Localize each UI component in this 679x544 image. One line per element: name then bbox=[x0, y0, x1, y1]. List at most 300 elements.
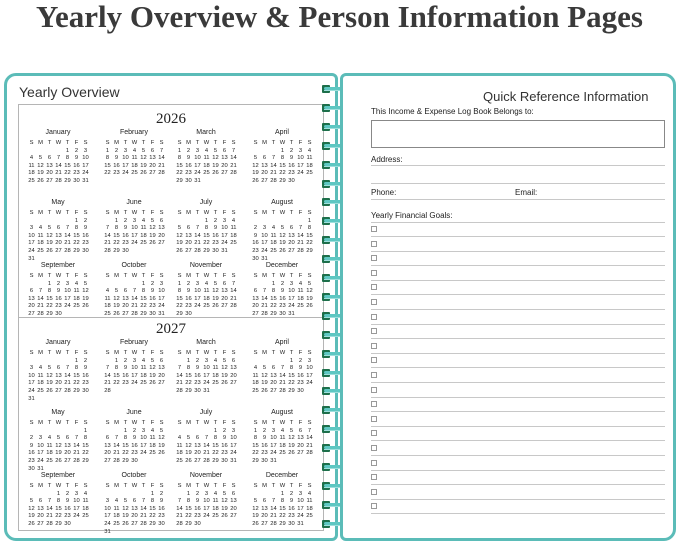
day-number: 16 bbox=[194, 505, 201, 512]
day-number: 14 bbox=[64, 372, 71, 379]
goal-row[interactable] bbox=[371, 340, 665, 354]
day-number: 25 bbox=[279, 450, 286, 457]
day-number: 10 bbox=[261, 232, 268, 239]
goal-checkbox[interactable] bbox=[371, 343, 377, 349]
day-number: 12 bbox=[176, 232, 183, 239]
day-number: 15 bbox=[288, 372, 295, 379]
day-number: 3 bbox=[105, 498, 110, 505]
day-number: 14 bbox=[194, 232, 201, 239]
day-number: 9 bbox=[289, 498, 294, 505]
goal-checkbox[interactable] bbox=[371, 372, 377, 378]
day-number: 24 bbox=[140, 450, 147, 457]
day-number: 13 bbox=[297, 435, 304, 442]
goal-row[interactable] bbox=[371, 267, 665, 281]
day-number: 20 bbox=[149, 162, 156, 169]
day-number: 6 bbox=[222, 147, 227, 154]
day-number: 6 bbox=[56, 365, 61, 372]
day-number: 24 bbox=[270, 450, 277, 457]
day-number: 29 bbox=[64, 177, 71, 184]
goal-checkbox[interactable] bbox=[371, 284, 377, 290]
day-number: 20 bbox=[297, 442, 304, 449]
page-headline: Yearly Overview & Person Information Pages bbox=[36, 0, 643, 34]
weekday-header: S bbox=[29, 210, 34, 216]
day-number: 17 bbox=[261, 240, 268, 247]
weekday-header: T bbox=[195, 350, 200, 356]
day-number: 13 bbox=[55, 372, 62, 379]
day-number: 7 bbox=[105, 225, 110, 232]
year-calendar-2026 bbox=[19, 108, 323, 318]
address-line-1[interactable] bbox=[371, 165, 665, 166]
day-number: 13 bbox=[252, 295, 259, 302]
weekday-header: F bbox=[74, 210, 79, 216]
day-number: 18 bbox=[149, 442, 156, 449]
day-number: 21 bbox=[73, 450, 80, 457]
weekday-header: F bbox=[298, 140, 303, 146]
goal-checkbox[interactable] bbox=[371, 474, 377, 480]
weekday-header: W bbox=[279, 420, 286, 426]
weekday-header: T bbox=[65, 210, 70, 216]
weekday-header: S bbox=[83, 420, 88, 426]
day-number: 15 bbox=[113, 372, 120, 379]
month-name: April bbox=[274, 129, 289, 136]
day-number: 6 bbox=[253, 288, 258, 295]
day-number: 26 bbox=[140, 170, 147, 177]
day-number: 23 bbox=[131, 450, 138, 457]
weekday-header: S bbox=[231, 210, 236, 216]
day-number: 3 bbox=[132, 217, 137, 224]
empty-day bbox=[103, 281, 112, 289]
goal-checkbox[interactable] bbox=[371, 314, 377, 320]
day-number: 5 bbox=[262, 365, 267, 372]
empty-day bbox=[54, 148, 63, 156]
day-number: 19 bbox=[306, 295, 313, 302]
weekday-header: M bbox=[114, 350, 119, 356]
day-number: 15 bbox=[185, 505, 192, 512]
day-number: 21 bbox=[64, 380, 71, 387]
day-number: 6 bbox=[298, 427, 303, 434]
weekday-header: F bbox=[222, 273, 227, 279]
day-number: 15 bbox=[73, 232, 80, 239]
month-day-grid bbox=[103, 420, 166, 466]
weekday-header: S bbox=[253, 140, 258, 146]
day-number: 23 bbox=[113, 170, 120, 177]
day-number: 2 bbox=[150, 280, 155, 287]
day-number: 24 bbox=[122, 170, 129, 177]
weekday-header: S bbox=[177, 273, 182, 279]
day-number: 13 bbox=[261, 162, 268, 169]
empty-day bbox=[27, 281, 36, 289]
day-number: 21 bbox=[37, 303, 44, 310]
weekday-header: T bbox=[213, 210, 218, 216]
weekday-header: T bbox=[289, 210, 294, 216]
weekday-header: M bbox=[186, 420, 191, 426]
goal-row[interactable] bbox=[371, 223, 665, 237]
weekday-header: W bbox=[203, 140, 210, 146]
goal-checkbox[interactable] bbox=[371, 401, 377, 407]
month-name: January bbox=[45, 129, 71, 136]
day-number: 23 bbox=[297, 380, 304, 387]
day-number: 23 bbox=[288, 513, 295, 520]
day-number: 18 bbox=[203, 162, 210, 169]
goal-checkbox[interactable] bbox=[371, 270, 377, 276]
weekday-header: T bbox=[47, 140, 52, 146]
day-number: 26 bbox=[261, 387, 268, 394]
day-number: 27 bbox=[122, 310, 129, 317]
day-number: 12 bbox=[122, 505, 129, 512]
day-number: 2 bbox=[213, 217, 218, 224]
day-number: 26 bbox=[113, 310, 120, 317]
day-number: 2 bbox=[289, 147, 294, 154]
day-number: 30 bbox=[158, 520, 165, 527]
day-number: 5 bbox=[222, 490, 227, 497]
goal-checkbox[interactable] bbox=[371, 255, 377, 261]
day-number: 5 bbox=[47, 225, 52, 232]
goal-row[interactable] bbox=[371, 442, 665, 456]
goal-row[interactable] bbox=[371, 296, 665, 310]
weekday-header: S bbox=[83, 210, 88, 216]
day-number: 3 bbox=[298, 147, 303, 154]
day-number: 7 bbox=[307, 427, 312, 434]
month-day-grid bbox=[175, 210, 238, 256]
weekday-header: T bbox=[123, 483, 128, 489]
day-number: 10 bbox=[158, 288, 165, 295]
day-number: 8 bbox=[307, 225, 312, 232]
weekday-header: M bbox=[262, 210, 267, 216]
day-number: 30 bbox=[279, 310, 286, 317]
day-number: 22 bbox=[203, 240, 210, 247]
weekday-header: F bbox=[150, 483, 155, 489]
day-number: 7 bbox=[280, 365, 285, 372]
empty-day bbox=[63, 428, 72, 436]
day-number: 17 bbox=[131, 372, 138, 379]
day-number: 3 bbox=[271, 427, 276, 434]
day-number: 2 bbox=[132, 427, 137, 434]
day-number: 19 bbox=[185, 450, 192, 457]
day-number: 6 bbox=[186, 225, 191, 232]
day-number: 11 bbox=[140, 365, 147, 372]
month-day-grid bbox=[175, 483, 238, 529]
day-number: 8 bbox=[123, 435, 128, 442]
weekday-header: F bbox=[150, 140, 155, 146]
day-number: 16 bbox=[185, 162, 192, 169]
day-number: 28 bbox=[46, 520, 53, 527]
goal-row[interactable] bbox=[371, 369, 665, 383]
empty-day bbox=[63, 218, 72, 226]
goal-row[interactable] bbox=[371, 238, 665, 252]
goal-row[interactable] bbox=[371, 500, 665, 514]
day-number: 13 bbox=[261, 505, 268, 512]
weekday-header: T bbox=[213, 140, 218, 146]
day-number: 10 bbox=[203, 498, 210, 505]
day-number: 18 bbox=[37, 240, 44, 247]
day-number: 7 bbox=[65, 365, 70, 372]
day-number: 17 bbox=[73, 505, 80, 512]
day-number: 14 bbox=[37, 295, 44, 302]
goal-checkbox[interactable] bbox=[371, 503, 377, 509]
day-number: 12 bbox=[221, 365, 228, 372]
day-number: 30 bbox=[288, 520, 295, 527]
day-number: 19 bbox=[122, 513, 129, 520]
goal-row[interactable] bbox=[371, 311, 665, 325]
weekday-header: T bbox=[65, 420, 70, 426]
day-number: 10 bbox=[131, 365, 138, 372]
day-number: 31 bbox=[203, 387, 210, 394]
goal-checkbox[interactable] bbox=[371, 328, 377, 334]
weekday-header: S bbox=[177, 350, 182, 356]
day-number: 17 bbox=[194, 162, 201, 169]
day-number: 23 bbox=[221, 450, 228, 457]
weekday-header: W bbox=[131, 210, 138, 216]
day-number: 12 bbox=[185, 442, 192, 449]
day-number: 7 bbox=[141, 498, 146, 505]
goal-checkbox[interactable] bbox=[371, 430, 377, 436]
day-number: 10 bbox=[270, 435, 277, 442]
day-number: 16 bbox=[113, 162, 120, 169]
day-number: 24 bbox=[64, 303, 71, 310]
day-number: 12 bbox=[306, 288, 313, 295]
day-number: 2 bbox=[83, 357, 88, 364]
day-number: 5 bbox=[280, 225, 285, 232]
day-number: 26 bbox=[212, 170, 219, 177]
goal-row[interactable] bbox=[371, 384, 665, 398]
year-calendar-2027 bbox=[19, 318, 323, 535]
day-number: 30 bbox=[64, 520, 71, 527]
day-number: 10 bbox=[194, 155, 201, 162]
day-number: 13 bbox=[64, 442, 71, 449]
day-number: 30 bbox=[297, 387, 304, 394]
month-day-grid bbox=[251, 140, 314, 186]
weekday-header: F bbox=[74, 350, 79, 356]
day-number: 9 bbox=[280, 288, 285, 295]
day-number: 13 bbox=[37, 505, 44, 512]
day-number: 8 bbox=[253, 435, 258, 442]
day-number: 15 bbox=[212, 442, 219, 449]
empty-day bbox=[287, 218, 296, 226]
weekday-header: S bbox=[253, 483, 258, 489]
empty-day bbox=[112, 428, 121, 436]
weekday-header: T bbox=[123, 350, 128, 356]
goal-row[interactable] bbox=[371, 252, 665, 266]
day-number: 17 bbox=[37, 450, 44, 457]
day-number: 18 bbox=[140, 372, 147, 379]
day-number: 26 bbox=[37, 177, 44, 184]
day-number: 30 bbox=[55, 310, 62, 317]
month-name: September bbox=[40, 262, 76, 269]
goal-row[interactable] bbox=[371, 457, 665, 471]
day-number: 6 bbox=[231, 357, 236, 364]
day-number: 28 bbox=[158, 170, 165, 177]
day-number: 22 bbox=[185, 380, 192, 387]
goal-checkbox[interactable] bbox=[371, 387, 377, 393]
day-number: 1 bbox=[307, 217, 312, 224]
day-number: 1 bbox=[186, 490, 191, 497]
weekday-header: T bbox=[195, 140, 200, 146]
day-number: 2 bbox=[56, 280, 61, 287]
day-number: 31 bbox=[37, 465, 44, 472]
day-number: 15 bbox=[176, 162, 183, 169]
quick-reference-title: Quick Reference Information bbox=[483, 89, 649, 104]
day-number: 3 bbox=[195, 147, 200, 154]
weekday-header: W bbox=[131, 420, 138, 426]
weekday-header: W bbox=[55, 210, 62, 216]
goal-line bbox=[371, 309, 665, 310]
goal-checkbox[interactable] bbox=[371, 241, 377, 247]
month-name: June bbox=[126, 199, 142, 206]
day-number: 17 bbox=[28, 380, 35, 387]
goal-row[interactable] bbox=[371, 413, 665, 427]
day-number: 24 bbox=[28, 387, 35, 394]
day-number: 18 bbox=[82, 505, 89, 512]
empty-day bbox=[45, 491, 54, 499]
day-number: 16 bbox=[288, 162, 295, 169]
address-line-2[interactable] bbox=[371, 183, 665, 184]
weekday-header: T bbox=[123, 273, 128, 279]
day-number: 22 bbox=[306, 240, 313, 247]
day-number: 10 bbox=[82, 155, 89, 162]
day-number: 17 bbox=[270, 442, 277, 449]
goal-checkbox[interactable] bbox=[371, 299, 377, 305]
empty-day bbox=[251, 218, 260, 226]
day-number: 7 bbox=[298, 225, 303, 232]
goal-checkbox[interactable] bbox=[371, 226, 377, 232]
contact-line[interactable] bbox=[371, 199, 665, 200]
weekday-header: S bbox=[307, 273, 312, 279]
day-number: 9 bbox=[132, 435, 137, 442]
day-number: 20 bbox=[261, 170, 268, 177]
day-number: 2 bbox=[123, 357, 128, 364]
day-number: 14 bbox=[176, 372, 183, 379]
day-number: 1 bbox=[141, 280, 146, 287]
goal-checkbox[interactable] bbox=[371, 460, 377, 466]
day-number: 3 bbox=[132, 357, 137, 364]
empty-day bbox=[27, 358, 36, 366]
day-number: 2 bbox=[195, 490, 200, 497]
day-number: 2 bbox=[262, 427, 267, 434]
day-number: 21 bbox=[270, 513, 277, 520]
day-number: 13 bbox=[28, 295, 35, 302]
empty-day bbox=[260, 218, 269, 226]
belongs-to-field[interactable] bbox=[371, 120, 665, 148]
month-name: July bbox=[199, 409, 213, 416]
day-number: 21 bbox=[176, 513, 183, 520]
day-number: 30 bbox=[131, 457, 138, 464]
empty-day bbox=[45, 148, 54, 156]
weekday-header: T bbox=[213, 420, 218, 426]
weekday-header: S bbox=[29, 273, 34, 279]
weekday-header: M bbox=[114, 420, 119, 426]
day-number: 10 bbox=[297, 498, 304, 505]
day-number: 8 bbox=[186, 498, 191, 505]
day-number: 24 bbox=[203, 380, 210, 387]
weekday-header: W bbox=[279, 210, 286, 216]
day-number: 28 bbox=[194, 247, 201, 254]
weekday-header: S bbox=[105, 140, 110, 146]
day-number: 18 bbox=[46, 450, 53, 457]
day-number: 19 bbox=[149, 232, 156, 239]
month-name: September bbox=[40, 472, 76, 479]
goal-checkbox[interactable] bbox=[371, 416, 377, 422]
day-number: 23 bbox=[185, 303, 192, 310]
day-number: 3 bbox=[141, 427, 146, 434]
day-number: 5 bbox=[253, 155, 258, 162]
day-number: 28 bbox=[140, 520, 147, 527]
day-number: 25 bbox=[37, 247, 44, 254]
day-number: 7 bbox=[271, 155, 276, 162]
day-number: 23 bbox=[194, 513, 201, 520]
day-number: 25 bbox=[212, 513, 219, 520]
weekday-header: W bbox=[131, 350, 138, 356]
day-number: 4 bbox=[74, 280, 79, 287]
goal-row[interactable] bbox=[371, 486, 665, 500]
day-number: 6 bbox=[289, 225, 294, 232]
day-number: 31 bbox=[261, 255, 268, 262]
goal-row[interactable] bbox=[371, 325, 665, 339]
day-number: 25 bbox=[230, 240, 237, 247]
day-number: 18 bbox=[28, 170, 35, 177]
day-number: 22 bbox=[73, 380, 80, 387]
goal-row[interactable] bbox=[371, 354, 665, 368]
goal-checkbox[interactable] bbox=[371, 489, 377, 495]
day-number: 24 bbox=[28, 247, 35, 254]
day-number: 6 bbox=[231, 490, 236, 497]
day-number: 16 bbox=[122, 372, 129, 379]
day-number: 11 bbox=[131, 155, 138, 162]
day-number: 23 bbox=[82, 240, 89, 247]
goal-row[interactable] bbox=[371, 281, 665, 295]
day-number: 8 bbox=[280, 155, 285, 162]
day-number: 3 bbox=[222, 217, 227, 224]
day-number: 17 bbox=[28, 240, 35, 247]
day-number: 11 bbox=[203, 288, 210, 295]
day-number: 2 bbox=[222, 427, 227, 434]
day-number: 28 bbox=[73, 457, 80, 464]
day-number: 11 bbox=[306, 155, 313, 162]
day-number: 21 bbox=[297, 240, 304, 247]
day-number: 15 bbox=[55, 505, 62, 512]
day-number: 1 bbox=[47, 280, 52, 287]
day-number: 20 bbox=[288, 240, 295, 247]
day-number: 30 bbox=[149, 310, 156, 317]
empty-day bbox=[45, 218, 54, 226]
day-number: 15 bbox=[185, 372, 192, 379]
weekday-header: F bbox=[298, 420, 303, 426]
weekday-header: T bbox=[123, 210, 128, 216]
weekday-header: M bbox=[38, 273, 43, 279]
day-number: 25 bbox=[203, 303, 210, 310]
day-number: 19 bbox=[55, 450, 62, 457]
day-number: 4 bbox=[47, 435, 52, 442]
month-name: March bbox=[196, 129, 216, 136]
month-name: March bbox=[196, 339, 216, 346]
day-number: 27 bbox=[230, 513, 237, 520]
goal-checkbox[interactable] bbox=[371, 357, 377, 363]
weekday-header: F bbox=[298, 483, 303, 489]
day-number: 20 bbox=[230, 372, 237, 379]
day-number: 29 bbox=[73, 247, 80, 254]
day-number: 4 bbox=[280, 427, 285, 434]
goal-row[interactable] bbox=[371, 398, 665, 412]
day-number: 7 bbox=[159, 147, 164, 154]
goal-row[interactable] bbox=[371, 427, 665, 441]
day-number: 11 bbox=[297, 288, 304, 295]
day-number: 8 bbox=[289, 365, 294, 372]
goal-checkbox[interactable] bbox=[371, 445, 377, 451]
day-number: 15 bbox=[279, 162, 286, 169]
goal-row[interactable] bbox=[371, 471, 665, 485]
day-number: 11 bbox=[113, 505, 120, 512]
day-number: 14 bbox=[176, 505, 183, 512]
day-number: 22 bbox=[82, 450, 89, 457]
